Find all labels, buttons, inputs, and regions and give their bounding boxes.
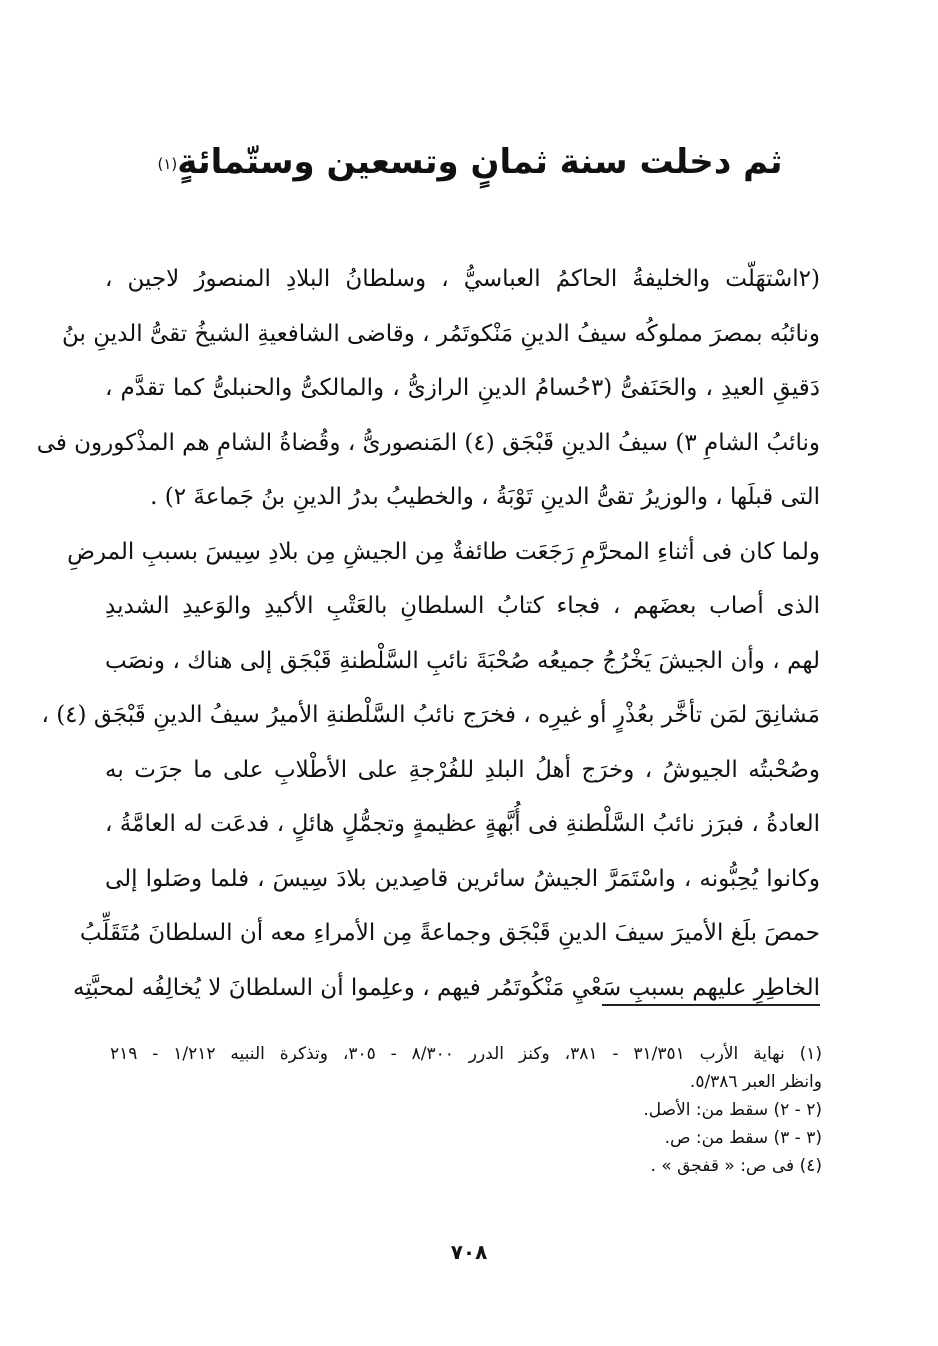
chapter-title [120,138,820,186]
page-number: ٧٠٨ [450,1240,488,1264]
footnote-line: وانظر العبر ٥/٣٨٦. [689,1072,822,1092]
chapter-title-text: ثم دخلت سنة ثمانٍ وتسعين وستّمائةٍ [177,142,783,182]
footnote-line: (٢ - ٢) سقط من: الأصل. [643,1100,822,1120]
body-line: وكانوا يُحِبُّونه ، واسْتَمَرَّ الجيشُ سائرين قاصِدين بلادَ سِيسَ ، فلما وصَلوا إلى [105,865,820,892]
body-line: التى قبلَها ، والوزيرُ تقىُّ الدينِ تَوْبَةُ ، والخطيبُ بدرُ الدينِ بنُ جَماعةَ ٢) . [150,484,820,510]
footnote-line: (٣ - ٣) سقط من: ص. [664,1128,822,1148]
body-line: الخاطِرِ عليهم بسببِ سَعْيِ مَنْكُوتَمُر فيهم ، وعلِموا أن السلطانَ لا يُخالِفُه لمحبَّتِه [73,974,820,1001]
footnote-line: (٤) فى ص: « قفجق » . [650,1156,822,1176]
body-line: ونائبُ الشامِ ٣) سيفُ الدينِ قَبْجَق (٤) المَنصورىُّ ، وقُضاةُ الشامِ هم المذْكورون فى [36,429,820,456]
body-line: الذى أصاب بعضَهم ، فجاء كتابُ السلطانِ بالعَتْبِ الأكيدِ والوَعيدِ الشديدِ [105,593,820,619]
body-line: دَقيقِ العيدِ ، والحَنَفىُّ (٣حُسامُ الدينِ الرازىُّ ، والمالكىُّ والحنبلىُّ كما تقدَّم ، [105,375,820,401]
footnote-divider [602,1004,820,1006]
footnote-line: (١) نهاية الأرب ٣١/٣٥١ - ٣٨١، وكنز الدرر ٨/٣٠٠ - ٣٠٥، وتذكرة النبيه ١/٢١٢ - ٢١٩ [110,1044,823,1064]
body-line: (٢اسْتهَلّت والخليفةُ الحاكمُ العباسيُّ ، وسلطانُ البلادِ المنصورُ لاجين ، [105,266,820,292]
body-line: ولما كان فى أثناءِ المحرَّمِ رَجَعَت طائفةٌ مِن الجيشِ مِن بلادِ سِيسَ بسببِ المرضِ [67,538,820,565]
body-text [36,252,820,1015]
body-line: لهم ، وأن الجيشَ يَخْرُجُ جميعُه صُحْبَةَ نائبِ السَّلْطنةِ قَبْجَق إلى هناك ، ونصَب [105,647,820,674]
body-line: وصُحْبتُه الجيوشُ ، وخرَج أهلُ البلدِ للفُرْجةِ على الأطْلابِ على ما جرَت به [105,756,820,783]
title-footnote-marker: (١) [157,155,178,173]
body-line: ونائبُه بمصرَ مملوكُه سيفُ الدينِ مَنْكوتَمُر ، وقاضى الشافعيةِ الشيخُ تقىُّ الدينِ بنُ [61,320,820,347]
footnotes [110,1040,822,1180]
body-line: مَشانِقَ لمَن تأخَّر بعُذْرٍ أو غيرِه ، فخرَج نائبُ السَّلْطنةِ الأميرُ سيفُ الدينِ قَبْجَق (٤) ، [41,702,820,728]
body-line: العادةُ ، فبرَز نائبُ السَّلْطنةِ فى أُبَّهةٍ عظيمةٍ وتجمُّلٍ هائلٍ ، فدعَت له العامَّةُ ، [105,811,820,837]
body-line: حمصَ بلَغ الأميرَ سيفَ الدينِ قَبْجَق وجماعةً مِن الأمراءِ معه أن السلطانَ مُتَقَلِّبُ [79,920,820,946]
